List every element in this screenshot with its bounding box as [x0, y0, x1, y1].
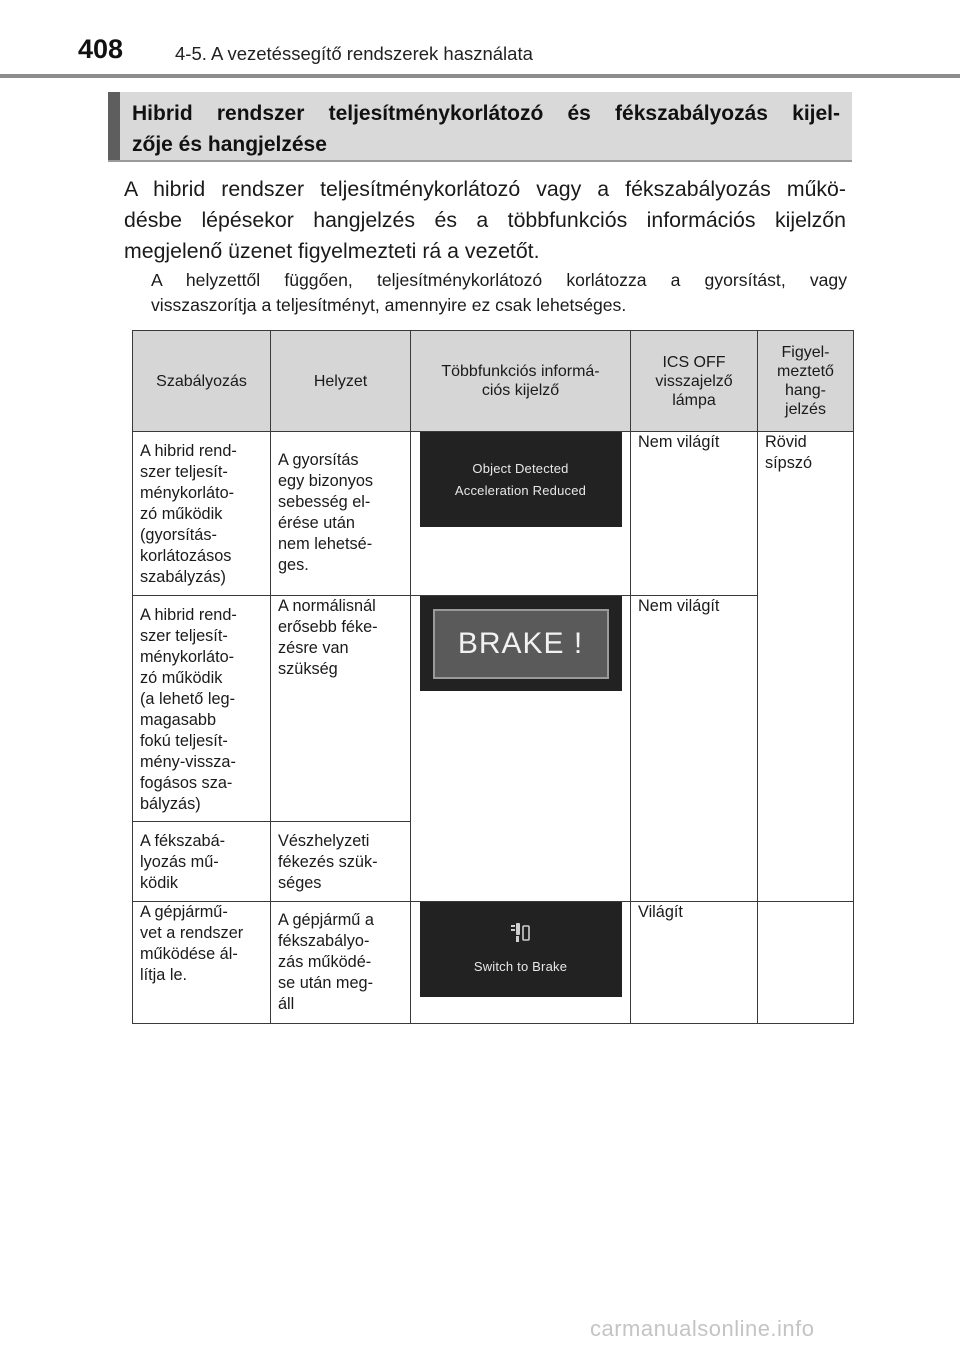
- buzzer-line: sípszó: [765, 454, 813, 472]
- cell-line: zás működé-: [278, 953, 372, 971]
- page-number: 408: [78, 34, 124, 64]
- table-header-row: [133, 331, 854, 432]
- cell-line: (a lehető leg-: [140, 690, 236, 708]
- ics-off-cell: Nem világít: [631, 596, 758, 902]
- header-buzzer-line: hang-: [785, 382, 826, 399]
- header-ics-line: lámpa: [672, 391, 716, 409]
- control-cell: [133, 822, 271, 902]
- control-cell: [133, 432, 271, 596]
- cell-line: egy bizonyos: [278, 472, 374, 490]
- cell-line: mény-vissza-: [140, 753, 236, 771]
- situation-cell: [271, 596, 411, 822]
- cell-line: A gépjármű a: [278, 911, 374, 929]
- cell-line: se után meg-: [278, 974, 374, 992]
- cell-line: A normálisnál: [278, 597, 376, 615]
- cell-line: ges.: [278, 556, 309, 574]
- header-ics-line: visszajelző: [655, 372, 733, 390]
- cell-line: A fékszabá-: [140, 832, 226, 850]
- cell-line: zésre van: [278, 639, 349, 657]
- cell-line: A hibrid rend-: [140, 606, 237, 624]
- situation-cell: [271, 432, 411, 596]
- situation-cell: [271, 822, 411, 902]
- cell-line: zó működik: [140, 669, 223, 687]
- cell-line: szer teljesít-: [140, 463, 228, 481]
- cell-line: A gyorsítás: [278, 451, 359, 469]
- cell-line: ménykorláto-: [140, 648, 235, 666]
- cell-line: lítja le.: [140, 966, 188, 984]
- section-title-underline: [108, 160, 852, 162]
- display-line: Acceleration Reduced: [454, 482, 587, 498]
- cell-line: zó működik: [140, 505, 223, 523]
- header-control: Szabályozás: [133, 331, 271, 432]
- note-paragraph: [151, 268, 847, 318]
- situation-cell: [271, 902, 411, 1024]
- control-cell: [133, 596, 271, 822]
- buzzer-cell-empty: [758, 902, 854, 1024]
- cell-line: vet a rendszer: [140, 924, 244, 942]
- cell-line: érése után: [278, 514, 355, 532]
- cell-line: szabályzás): [140, 568, 226, 586]
- brake-warning: BRAKE !: [433, 609, 609, 679]
- header-buzzer: [758, 331, 854, 432]
- cell-line: bályzás): [140, 795, 201, 813]
- cell-line: A hibrid rend-: [140, 442, 237, 460]
- section-title-line-2: zője és hangjelzése: [132, 133, 327, 156]
- cell-line: lyozás mű-: [140, 853, 219, 871]
- cell-line: fokú teljesít-: [140, 732, 228, 750]
- cell-line: sebesség el-: [278, 493, 371, 511]
- table-row: [133, 596, 854, 822]
- display-cell: [411, 596, 631, 902]
- table-row: [133, 432, 854, 596]
- display-line: Object Detected: [472, 460, 569, 476]
- buzzer-line: Rövid: [765, 433, 807, 451]
- display-cell: [411, 902, 631, 1024]
- cell-line: korlátozásos: [140, 547, 232, 565]
- control-cell: [133, 902, 271, 1024]
- header-rule: [0, 74, 960, 78]
- display-screen-switch-to-brake: [420, 902, 622, 997]
- running-header: 4-5. A vezetéssegítő rendszerek használata: [175, 43, 533, 64]
- watermark: carmanualsonline.info: [590, 1316, 815, 1341]
- section-title-box: [108, 92, 852, 160]
- cell-line: nem lehetsé-: [278, 535, 373, 553]
- cell-line: szükség: [278, 660, 338, 678]
- cell-line: séges: [278, 874, 322, 892]
- note-line: visszaszorítja a teljesítményt, amennyire ez csak lehetséges.: [151, 295, 627, 315]
- intro-line: megjelenő üzenet figyelmezteti rá a vezetőt.: [124, 239, 540, 263]
- pedal-press-icon: [508, 922, 534, 944]
- ics-off-cell: Nem világít: [631, 432, 758, 596]
- cell-line: fékezés szük-: [278, 853, 378, 871]
- header-ics-off: [631, 331, 758, 432]
- header-display-line: ciós kijelző: [481, 382, 560, 399]
- intro-line: désbe lépésekor hangjelzés és a többfunkciós információs kijelzőn: [124, 208, 846, 232]
- section-title-line-1: Hibrid rendszer teljesítménykorlátozó és fékszabályozás kijel-: [132, 102, 840, 125]
- header-buzzer-line: jelzés: [785, 401, 826, 418]
- intro-paragraph: [124, 174, 846, 267]
- control-table: [132, 330, 854, 1024]
- cell-line: erősebb féke-: [278, 618, 378, 636]
- header-buzzer-line: meztető: [777, 363, 834, 380]
- display-cell: [411, 432, 631, 596]
- note-line: A helyzettől függően, teljesítménykorlátozó korlátozza a gyorsítást, vagy: [151, 270, 847, 290]
- table-row: [133, 902, 854, 1024]
- header-situation: Helyzet: [271, 331, 411, 432]
- ics-off-cell: Világít: [631, 902, 758, 1024]
- header-ics-line: ICS OFF: [662, 353, 726, 371]
- display-screen-brake: [420, 596, 622, 691]
- cell-line: fékszabályo-: [278, 932, 370, 950]
- cell-line: áll: [278, 995, 295, 1013]
- cell-line: működése ál-: [140, 945, 238, 963]
- cell-line: ménykorláto-: [140, 484, 235, 502]
- intro-line: A hibrid rendszer teljesítménykorlátozó vagy a fékszabályozás műkö-: [124, 177, 846, 201]
- cell-line: ködik: [140, 874, 179, 892]
- cell-line: fogásos sza-: [140, 774, 233, 792]
- cell-line: magasabb: [140, 711, 217, 729]
- header-display-line: Többfunkciós informá-: [441, 363, 600, 380]
- cell-line: szer teljesít-: [140, 627, 228, 645]
- header-buzzer-line: Figyel-: [781, 344, 830, 361]
- cell-line: (gyorsítás-: [140, 526, 217, 544]
- display-screen-object-detected: [420, 432, 622, 527]
- header-display: [411, 331, 631, 432]
- cell-line: A gépjármű-: [140, 903, 228, 921]
- buzzer-cell: [758, 432, 854, 902]
- display-line: Switch to Brake: [473, 958, 568, 974]
- cell-line: Vészhelyzeti: [278, 832, 370, 850]
